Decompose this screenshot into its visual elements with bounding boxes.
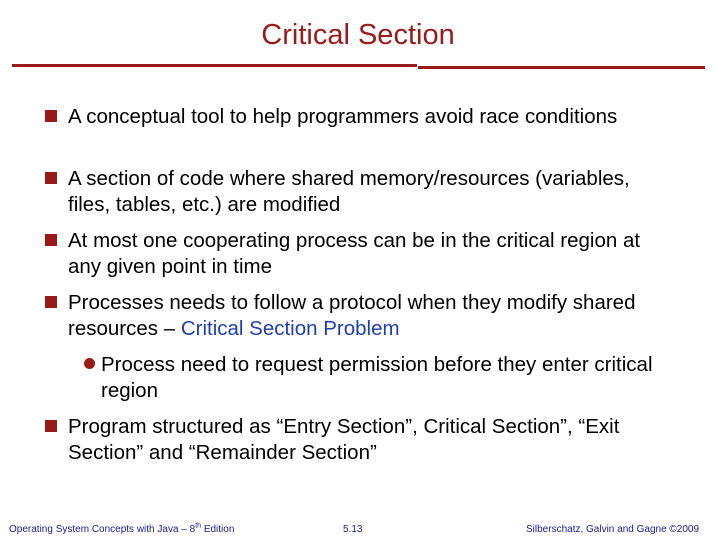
square-bullet-icon: [45, 110, 57, 122]
square-bullet-icon: [45, 420, 57, 432]
bullet-item: Program structured as “Entry Section”, Critical Section”, “Exit Section” and “Remainder Section”: [68, 415, 620, 464]
footer-edition-suffix: th: [195, 522, 202, 530]
bullet-item: [68, 290, 668, 342]
footer-edition-word: Edition: [201, 524, 235, 535]
square-bullet-icon: [45, 172, 57, 184]
slide-title: Critical Section: [261, 19, 455, 51]
footer-page-number: 5.13: [343, 524, 363, 535]
square-bullet-icon: [45, 234, 57, 246]
bullet-item: A conceptual tool to help programmers avoid race conditions: [68, 105, 618, 128]
footer-book-title: [9, 524, 234, 535]
footer-book-title-text: Operating System Concepts with Java – 8: [9, 524, 196, 535]
square-bullet-icon: [45, 296, 57, 308]
round-sub-bullet-icon: [84, 358, 95, 369]
bullet-text: Processes needs to follow a protocol when they modify shared resources –: [68, 291, 636, 340]
sub-bullet-item: Process need to request permission before they enter critical region: [101, 353, 653, 402]
bullet-item: A section of code where shared memory/resources (variables, files, tables, etc.) are modified: [68, 167, 630, 216]
bullet-item: At most one cooperating process can be in the critical region at any given point in time: [68, 229, 641, 278]
critical-section-problem-highlight: Critical Section Problem: [180, 317, 400, 340]
footer-authors: Silberschatz, Galvin and Gagne ©2009: [526, 524, 700, 535]
